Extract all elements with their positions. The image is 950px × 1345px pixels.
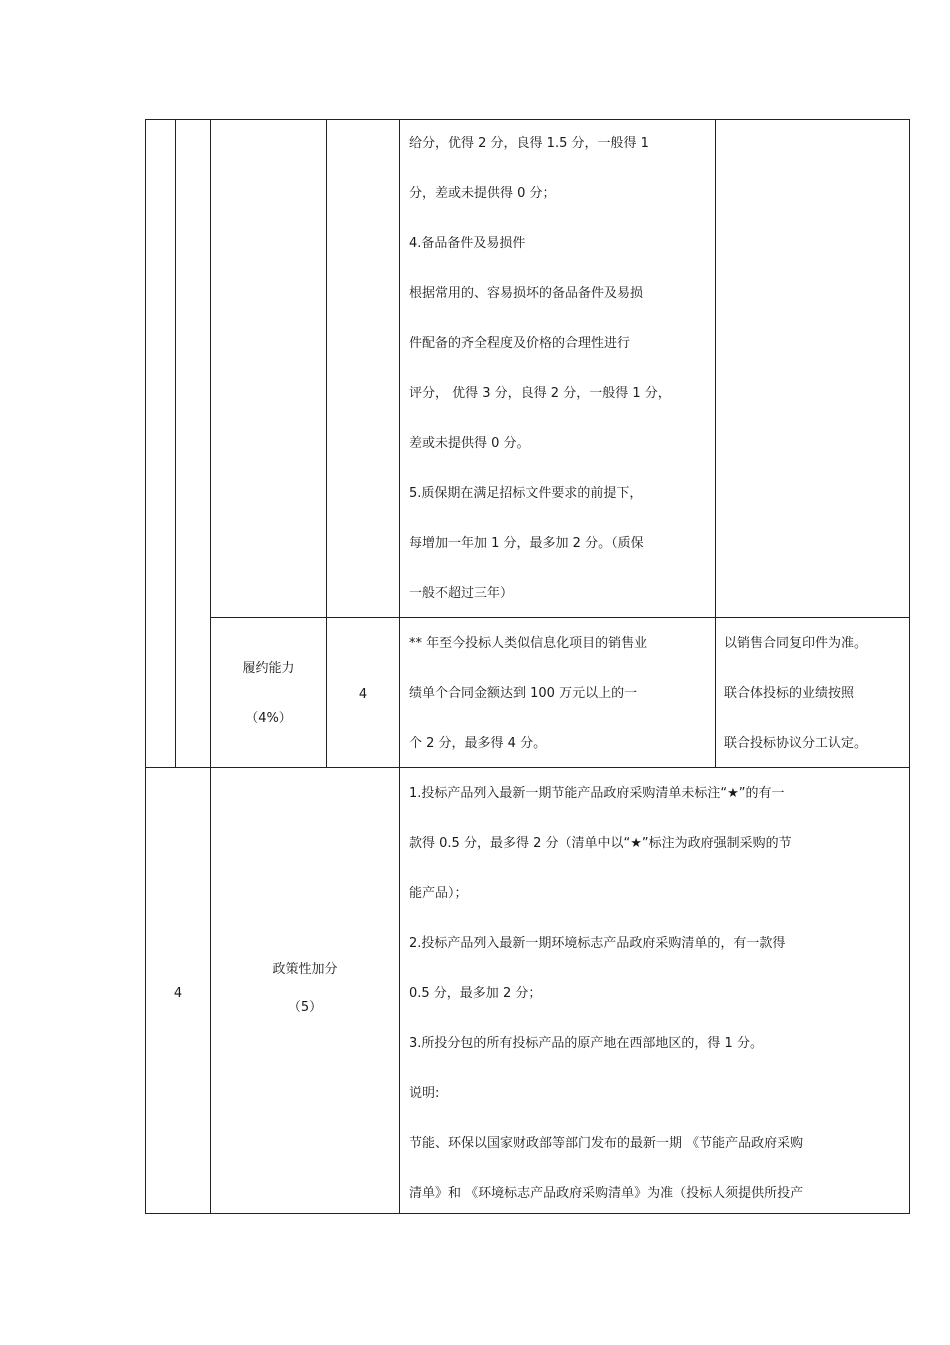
content-line: 5.质保期在满足招标文件要求的前提下， xyxy=(409,486,643,501)
col-divider xyxy=(326,119,327,767)
content-line: 根据常用的、容易损坏的备品备件及易损 xyxy=(409,286,644,301)
content-line: 个 2 分，最多得 4 分。 xyxy=(409,736,547,751)
row-divider xyxy=(210,617,910,618)
content-line: 节能、环保以国家财政部等部门发布的最新一期 《节能产品政府采购 xyxy=(409,1136,804,1151)
table-border-left xyxy=(145,119,146,1214)
row-divider xyxy=(145,767,910,768)
content-line: ** 年至今投标人类似信息化项目的销售业 xyxy=(409,636,648,651)
content-line: 4.备品备件及易损件 xyxy=(409,236,526,251)
content-line: 说明: xyxy=(409,1086,440,1101)
item-score: 4 xyxy=(358,687,368,702)
content-line: 差或未提供得 0 分。 xyxy=(409,436,530,451)
content-line: 2.投标产品列入最新一期环境标志产品政府采购清单的，有一款得 xyxy=(409,936,786,951)
table-border-bottom xyxy=(145,1213,910,1214)
content-line: 每增加一年加 1 分，最多加 2 分。（质保 xyxy=(409,536,644,551)
col-divider xyxy=(715,119,716,767)
content-line: 0.5 分，最多加 2 分； xyxy=(409,986,542,1001)
content-line: 件配备的齐全程度及价格的合理性进行 xyxy=(409,336,631,351)
table-border-top xyxy=(145,119,910,120)
note-line: 联合体投标的业绩按照 xyxy=(724,686,855,701)
col-divider xyxy=(175,119,176,767)
content-line: 一般不超过三年） xyxy=(409,586,514,601)
item-score: （5） xyxy=(287,1000,323,1015)
content-line: 清单》和 《环境标志产品政府采购清单》为准（投标人须提供所投产 xyxy=(409,1186,804,1201)
note-line: 以销售合同复印件为准。 xyxy=(724,636,868,651)
content-line: 绩单个合同金额达到 100 万元以上的一 xyxy=(409,686,638,701)
row-number: 4 xyxy=(173,986,183,1001)
content-line: 3.所投分包的所有投标产品的原产地在西部地区的，得 1 分。 xyxy=(409,1036,763,1051)
content-line: 分，差或未提供得 0 分； xyxy=(409,186,556,201)
item-name: 政策性加分 xyxy=(272,962,338,977)
content-line: 款得 0.5 分，最多得 2 分（清单中以“★”标注为政府强制采购的节 xyxy=(409,836,792,851)
note-line: 联合投标协议分工认定。 xyxy=(724,736,868,751)
table-border-right xyxy=(909,119,910,1214)
item-name: 履约能力 xyxy=(242,661,295,676)
content-line: 评分， 优得 3 分，良得 2 分，一般得 1 分， xyxy=(409,386,671,401)
content-line: 1.投标产品列入最新一期节能产品政府采购清单未标注“★”的有一 xyxy=(409,786,785,801)
col-divider xyxy=(399,119,400,1214)
content-line: 能产品）； xyxy=(409,886,468,901)
content-line: 给分，优得 2 分，良得 1.5 分，一般得 1 xyxy=(409,136,649,151)
item-percentage: （4%） xyxy=(245,711,292,726)
